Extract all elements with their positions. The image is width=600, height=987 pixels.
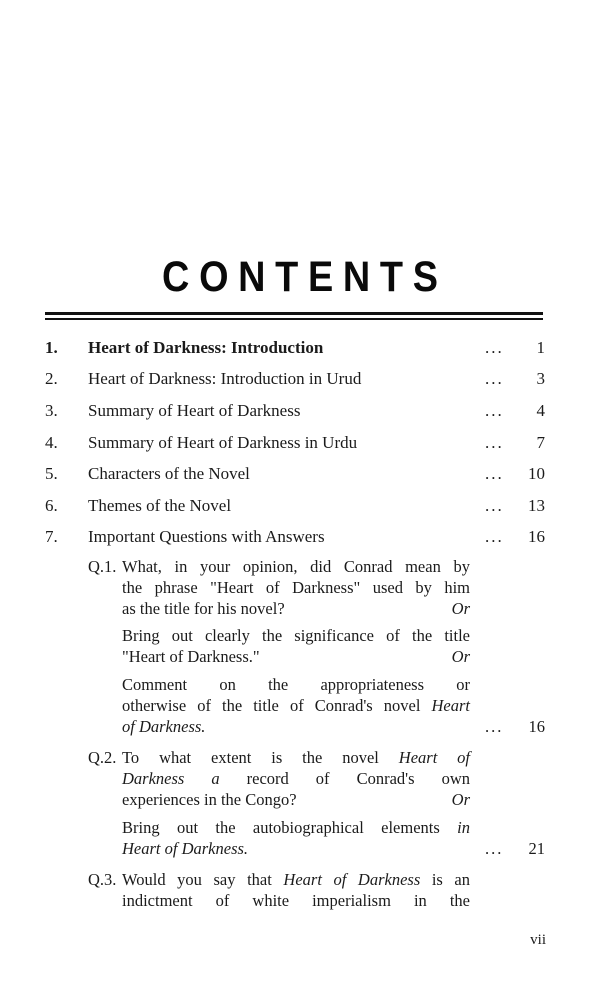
question-3 — [88, 870, 545, 912]
question-line — [122, 790, 470, 811]
toc-row — [45, 395, 545, 427]
toc-page-number: 1 — [536, 337, 545, 357]
toc-page-number: 4 — [536, 400, 545, 420]
question-text: of Darkness. — [122, 716, 206, 736]
toc-row — [45, 427, 545, 459]
question-text: "Heart of Darkness." — [122, 647, 260, 667]
question-line — [122, 647, 470, 668]
question-line: Would you say that Heart of Darkness is an — [122, 870, 471, 890]
or-marker: Or — [451, 598, 470, 618]
or-marker: Or — [451, 647, 470, 667]
question-body — [122, 870, 545, 912]
toc-item-title: Heart of Darkness: Introduction in Urud — [88, 369, 362, 389]
question-body — [122, 557, 545, 737]
question-1 — [88, 557, 545, 737]
toc-item-title: Heart of Darkness: Introduction — [88, 337, 324, 357]
toc-leader-dots: ... — [485, 527, 504, 547]
toc-row — [45, 490, 545, 522]
toc-item-number: 2. — [45, 369, 58, 389]
question-paragraph — [122, 626, 545, 668]
toc-item-number: 3. — [45, 400, 58, 420]
toc-page-number: 16 — [528, 527, 545, 547]
toc-page-number: 3 — [536, 369, 545, 389]
question-line — [122, 599, 470, 620]
toc-row — [45, 458, 545, 490]
toc-item-title: Characters of the Novel — [88, 464, 250, 484]
toc-item-number: 5. — [45, 464, 58, 484]
question-2 — [88, 748, 545, 859]
toc-leader-dots: ... — [485, 369, 504, 389]
leader-dots: ... — [485, 838, 504, 858]
question-line: Bring out the autobiographical elements in — [122, 817, 470, 837]
toc-item-title: Important Questions with Answers — [88, 527, 325, 547]
question-text: as the title for his novel? — [122, 598, 285, 618]
question-text: Heart of Darkness. — [122, 838, 249, 858]
contents-title: CONTENTS — [162, 253, 448, 301]
question-paragraph — [122, 818, 545, 860]
question-label: Q.2. — [88, 748, 117, 768]
question-line-with-page — [122, 717, 545, 738]
question-page-number: 16 — [528, 716, 545, 736]
toc-item-number: 1. — [45, 337, 58, 357]
question-line-with-page — [122, 839, 545, 860]
toc-leader-dots: ... — [485, 400, 504, 420]
question-body — [122, 748, 545, 859]
toc-row — [45, 332, 545, 364]
folio-page-number: vii — [530, 932, 546, 948]
question-page-number: 21 — [528, 838, 545, 858]
questions-section — [88, 557, 545, 912]
question-paragraph — [122, 557, 545, 619]
toc-leader-dots: ... — [485, 337, 504, 357]
toc-page-number: 7 — [536, 432, 545, 452]
toc-item-title: Summary of Heart of Darkness — [88, 400, 301, 420]
or-marker: Or — [451, 789, 470, 809]
question-label: Q.1. — [88, 557, 117, 576]
question-paragraph — [122, 675, 545, 737]
title-double-rule — [45, 312, 543, 320]
question-line: To what extent is the novel Heart of — [122, 748, 471, 768]
toc-leader-dots: ... — [485, 464, 504, 484]
question-line: Darkness a record of Conrad's own — [122, 769, 470, 789]
toc-item-number: 6. — [45, 495, 58, 515]
question-paragraph — [122, 748, 545, 810]
toc-item-title: Themes of the Novel — [88, 495, 232, 515]
toc-row — [45, 364, 545, 396]
question-line: What, in your opinion, did Conrad mean by — [122, 557, 470, 576]
question-text: experiences in the Congo? — [122, 789, 297, 809]
contents-list — [45, 332, 545, 553]
question-line: otherwise of the title of Conrad's novel Heart — [122, 695, 470, 715]
toc-item-number: 4. — [45, 432, 58, 452]
toc-item-number: 7. — [45, 527, 58, 547]
toc-page-number: 10 — [528, 464, 545, 484]
question-line: indictment of white imperialism in the — [122, 891, 470, 911]
leader-dots: ... — [485, 716, 504, 736]
question-line: Bring out clearly the significance of the title — [122, 626, 470, 646]
question-line: the phrase "Heart of Darkness" used by him — [122, 577, 470, 597]
toc-leader-dots: ... — [485, 432, 504, 452]
question-line: Comment on the appropriateness or — [122, 674, 470, 694]
toc-page-number: 13 — [528, 495, 545, 515]
toc-item-title: Summary of Heart of Darkness in Urdu — [88, 432, 358, 452]
toc-row — [45, 522, 545, 554]
question-label: Q.3. — [88, 870, 117, 890]
question-paragraph — [122, 870, 545, 912]
toc-leader-dots: ... — [485, 495, 504, 515]
